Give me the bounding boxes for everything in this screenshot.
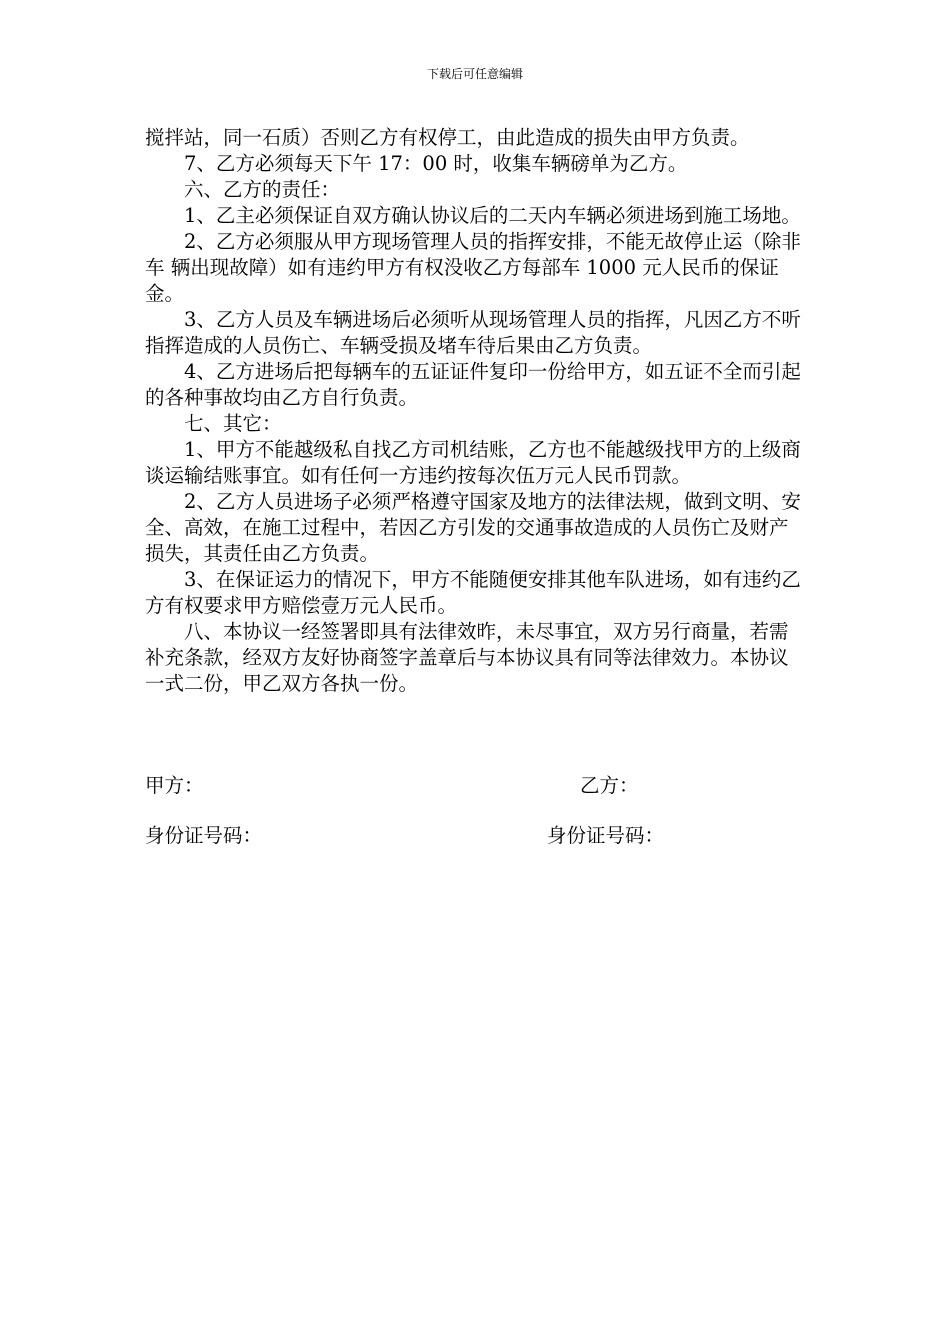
paragraph-six-4: 4、乙方进场后把每辆车的五证证件复印一份给甲方，如五证不全而引起的各种事故均由乙方自行负责。: [145, 360, 801, 409]
paragraph-continuation: 搅拌站，同一石质）否则乙方有权停工，由此造成的损失由甲方负责。: [145, 126, 750, 149]
id-number-b-label: 身份证号码：: [547, 824, 665, 847]
id-number-a-label: 身份证号码：: [145, 824, 263, 847]
section-heading-seven: 七、其它：: [184, 412, 282, 435]
paragraph-six-3: 3、乙方人员及车辆进场后必须听从现场管理人员的指挥，凡因乙方不听指挥造成的人员伤亡、车辆受损及堵车待后果由乙方负责。: [145, 308, 801, 357]
paragraph-seven-2: 2、乙方人员进场子必须严格遵守国家及地方的法律法规，做到文明、安全、高效，在施工过程中，若因乙方引发的交通事故造成的人员伤亡及财产损失，其责任由乙方负责。: [145, 490, 801, 565]
section-heading-six: 六、乙方的责任：: [184, 178, 341, 201]
paragraph-six-1: 1、乙主必须保证自双方确认协议后的二天内车辆必须进场到施工场地。: [184, 204, 801, 227]
paragraph-seven-1: 1、甲方不能越级私自找乙方司机结账，乙方也不能越级找甲方的上级商谈运输结账事宜。如有任何一方违约按每次伍万元人民币罚款。: [145, 438, 801, 487]
paragraph-six-2: 2、乙方必须服从甲方现场管理人员的指挥安排，不能无故停止运（除非车 辆出现故障）如有违约甲方有权没收乙方每部车 1000 元人民币的保证金。: [145, 230, 801, 305]
paragraph-clause-7: 7、乙方必须每天下午 17：00 时，收集车辆磅单为乙方。: [184, 152, 688, 175]
section-eight: 八、本协议一经签署即具有法律效昨，未尽事宜，双方另行商量，若需补充条款，经双方友好协商签字盖章后与本协议具有同等法律效力。本协议一式二份，甲乙双方各执一份。: [145, 620, 789, 695]
page-header-note: 下载后可任意编辑: [426, 67, 523, 81]
agreement-body: [145, 125, 807, 697]
paragraph-seven-3: 3、在保证运力的情况下，甲方不能随便安排其他车队进场，如有违约乙方有权要求甲方赔偿壹万元人民币。: [145, 568, 801, 617]
party-b-label: 乙方：: [580, 774, 639, 797]
party-a-label: 甲方：: [145, 774, 204, 797]
